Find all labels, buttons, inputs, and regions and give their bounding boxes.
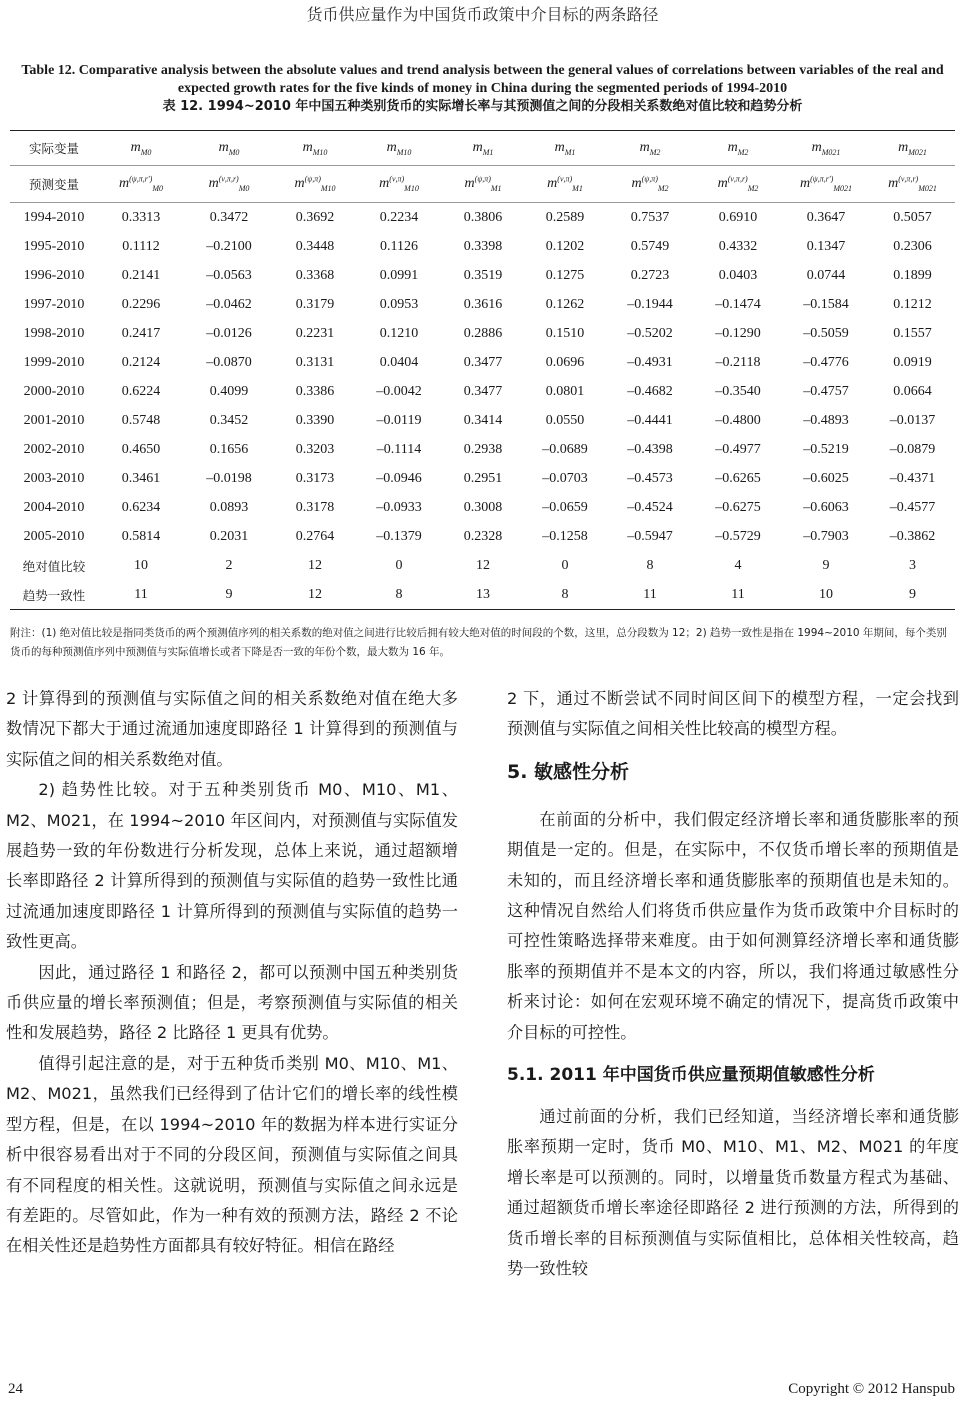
table-cell: 0.2141 [121,267,161,283]
table-cell: –0.0933 [376,499,422,515]
table-cell: 0.3390 [295,412,335,428]
table-cell: 12 [308,557,322,573]
actual-var: $m_{M1}$ [524,131,606,166]
table-cell: –0.4776 [803,354,849,370]
table-cell: –0.4757 [803,383,849,399]
table-cell: 0.3414 [463,412,503,428]
actual-var: $m_{M10}$ [356,131,442,166]
table-cell: 0.2328 [463,528,503,544]
table-cell: 0.2417 [121,325,161,341]
table-cell: 0.1347 [806,238,846,254]
table-row [10,348,955,377]
table-cell: 0.3692 [295,209,335,225]
table-cell: 11 [606,580,694,610]
actual-var: $m_{M1}$ [442,131,524,166]
correlation-table [10,130,955,610]
table-cell: –0.6025 [803,470,849,486]
table-row [10,406,955,435]
predicted-var: $m^{(\psi,\pi)}_{M2}$ [606,166,694,203]
table-cell: 0.4332 [718,238,758,254]
table-cell: –0.0137 [889,412,936,428]
table-cell: 0.1557 [893,325,932,341]
table-cell: 0.0991 [379,267,419,283]
table-cell: 13 [442,580,524,610]
table-cell: 0.1210 [379,325,419,341]
table-cell: 0.0664 [893,383,932,399]
table-cell: –0.0689 [542,441,588,457]
table-row [10,493,955,522]
table-cell: 0.2938 [463,441,503,457]
row-label: 1995-2010 [23,238,85,254]
page-number: 24 [8,1381,23,1397]
predicted-var: $m^{(\nu,\pi,r)}_{M2}$ [694,166,782,203]
predicted-var: $m^{(\nu,\pi)}_{M10}$ [356,166,442,203]
left-column [6,684,458,1262]
table-cell: 9 [822,557,830,573]
table-cell: 0.4099 [209,383,249,399]
table-cell: –0.0870 [206,354,252,370]
row-label: 1999-2010 [23,354,85,370]
table-cell: –0.4441 [627,412,673,428]
table-cell: 9 [184,580,274,610]
row-label: 2000-2010 [23,383,85,399]
table-cell: 0.2764 [295,528,335,544]
table-cell: 0.3477 [463,354,503,370]
table-cell: –0.4573 [627,470,673,486]
table-cell: 8 [524,580,606,610]
row-label: 1997-2010 [23,296,85,312]
table-cell: –0.0042 [376,383,422,399]
row-label-predicted: 预测变量 [10,166,98,203]
table-cell: 0.0403 [718,267,758,283]
table-cell: 0.2031 [209,528,249,544]
table-row [10,319,955,348]
predicted-var: $m^{(\psi,\pi)}_{M1}$ [442,166,524,203]
table-cell: 0.5748 [121,412,161,428]
table-cell: 0.3398 [463,238,503,254]
table-cell: 0.1126 [380,238,418,254]
table-cell: 0.3179 [295,296,335,312]
table-cell: 0.1656 [209,441,249,457]
paragraph: 2) 趋势性比较。对于五种类别货币 M0、M10、M1、M2、M021，在 1994~2010 年区间内，对预测值与实际值发展趋势一致的年份数进行分析发现，总体上来说，通过超额增长率即路径 2 计算所得到的预测值与实际值的趋势一致性比通过流通加速度即路径 1 计算所得到的预测值与实际值的趋势一致性更高。 [6,780,458,952]
table-caption [10,62,955,116]
table-cell: 0.5057 [893,209,932,225]
table-cell: –0.6063 [803,499,849,515]
predicted-var: $m^{(\nu,\pi)}_{M1}$ [524,166,606,203]
table-cell: –0.4398 [627,441,673,457]
table-cell: 12 [274,580,356,610]
table-cell: –0.0879 [889,441,936,457]
table-cell: 0.3472 [209,209,249,225]
table-cell: 0.0550 [545,412,585,428]
paragraph: 值得引起注意的是，对于五种货币类别 M0、M10、M1、M2、M021，虽然我们已经得到了估计它们的增长率的线性模型方程，但是，在以 1994~2010 年的数据为样本进行实证分析中很容易看出对于不同的分段区间，预测值与实际值之间具有不同程度的相关性。这就说明，预测值与实际值之间永远是有差距的。尽管如此，作为一种有效的预测方法，路经 2 不论在相关性还是趋势性方面都具有较好特征。相信在路经 [6,1053,458,1256]
table-cell: 8 [356,580,442,610]
table-row [10,435,955,464]
actual-var: $m_{M0}$ [184,131,274,166]
table-cell: –0.0703 [542,470,588,486]
table-cell: –0.6265 [715,470,761,486]
table-cell: 0.1262 [545,296,585,312]
table-cell: –0.2100 [206,238,252,254]
predicted-var: $m^{(\nu,\pi,r)}_{M021}$ [870,166,955,203]
row-label: 2004-2010 [23,499,85,515]
table-caption-zh: 表 12. 1994~2010 年中国五种类别货币的实际增长率与其预测值之间的分段相关系数绝对值比较和趋势分析 [162,99,803,114]
actual-var: $m_{M10}$ [274,131,356,166]
table-cell: 3 [909,557,916,573]
table-cell: –0.6275 [715,499,761,515]
actual-var: $m_{M0}$ [98,131,184,166]
table-cell: –0.4682 [627,383,673,399]
table-cell: 0.1112 [122,238,160,254]
table-cell: 0.0404 [379,354,419,370]
table-cell: –0.5219 [803,441,849,457]
table-cell: 0.3616 [463,296,503,312]
table-cell: 11 [98,580,184,610]
table-cell: 0.2124 [121,354,161,370]
table-cell: 0.2886 [463,325,503,341]
table-cell: 0.3386 [295,383,335,399]
table-cell: 0.3461 [121,470,161,486]
table-cell: 0.2951 [463,470,503,486]
table-cell: 0.0801 [545,383,585,399]
table-cell: 0.2234 [379,209,419,225]
table-cell: 0.3477 [463,383,503,399]
actual-var: $m_{M2}$ [606,131,694,166]
row-label: 2002-2010 [23,441,85,457]
table-cell: 0.3647 [806,209,846,225]
table-cell: –0.3862 [889,528,936,544]
table-row [10,522,955,551]
table-cell: 11 [694,580,782,610]
table-cell: –0.5947 [627,528,673,544]
actual-var: $m_{M021}$ [870,131,955,166]
table-cell: –0.1114 [376,441,422,457]
table-cell: 0.1202 [545,238,585,254]
table-cell: –0.5059 [803,325,849,341]
table-row [10,580,955,610]
running-head: 货币供应量作为中国货币政策中介目标的两条路径 [306,5,659,24]
table-cell: 0.3519 [463,267,503,283]
row-label: 2003-2010 [23,470,85,486]
table-cell: 0.0744 [806,267,846,283]
table-cell: 0.2306 [893,238,932,254]
table-cell: –0.0659 [542,499,588,515]
paragraph: 2 计算得到的预测值与实际值之间的相关系数绝对值在绝大多数情况下都大于通过流通加速度即路径 1 计算得到的预测值与实际值之间的相关系数绝对值。 [6,689,458,769]
row-label: 趋势一致性 [10,580,98,610]
paragraph: 通过前面的分析，我们已经知道，当经济增长率和通货膨胀率预期一定时，货币 M0、M10、M1、M2、M021 的年度增长率是可以预测的。同时，以增量货币数量方程式为基础、通过超额货币增长率途径即路径 2 进行预测的方法，所得到的货币增长率的目标预测值与实际值相比，总体相关性较高，趋势一致性较 [507,1107,959,1279]
row-label: 2001-2010 [23,412,85,428]
table-cell: 0.3203 [295,441,335,457]
table-note: 附注：(1) 绝对值比较是指同类货币的两个预测值序列的相关系数的绝对值之间进行比较后拥有较大绝对值的时间段的个数，这里，总分段数为 12；2) 趋势一致性是指在 1994~2010 年期间，每个类别货币的每种预测值序列中预测值与实际值增长或者下降是否一致的年份个数，最大数为 16 年。 [10,627,947,658]
table-cell: 0.3178 [295,499,335,515]
actual-var: $m_{M021}$ [782,131,870,166]
table-cell: –0.0126 [206,325,252,341]
table-row [10,377,955,406]
row-label: 1996-2010 [23,267,85,283]
table-cell: –0.4893 [803,412,849,428]
table-cell: –0.4977 [715,441,761,457]
table-cell: –0.1379 [376,528,422,544]
table-cell: –0.1474 [715,296,761,312]
table-row [10,232,955,261]
row-label: 绝对值比较 [22,558,86,574]
table-cell: 0.4650 [121,441,161,457]
table-cell: –0.1258 [542,528,588,544]
table-cell: –0.2118 [715,354,761,370]
table-cell: –0.4371 [889,470,936,486]
row-label-actual: 实际变量 [10,131,98,166]
table-cell: 0.1275 [545,267,585,283]
table-row [10,551,955,580]
table-cell: 12 [476,557,490,573]
table-cell: 0.2589 [545,209,585,225]
table-cell: –0.0946 [376,470,422,486]
table-body [10,203,955,610]
table-cell: 9 [870,580,955,610]
table-cell: 0.3008 [463,499,503,515]
table-cell: 0.1510 [545,325,585,341]
table-cell: 0.2723 [630,267,670,283]
table-cell: –0.0462 [206,296,252,312]
table-cell: 0.3452 [209,412,249,428]
table-cell: –0.0119 [376,412,422,428]
table-cell: 0.0919 [893,354,932,370]
table-cell: –0.5729 [715,528,761,544]
section-heading: 5. 敏感性分析 [507,760,630,783]
table-cell: –0.1944 [627,296,673,312]
row-label: 1994-2010 [23,209,85,225]
table-cell: 0.5749 [630,238,670,254]
table-cell: 0.0953 [379,296,419,312]
table-cell: 10 [134,557,148,573]
table-cell: 0.7537 [630,209,670,225]
table-row [10,203,955,233]
table-cell: 0.2296 [121,296,161,312]
table-cell: 0.3131 [295,354,335,370]
table-cell: 0.2231 [295,325,335,341]
predicted-var: $m^{(\psi,\pi,r')}_{M021}$ [782,166,870,203]
table-cell: –0.3540 [715,383,761,399]
row-label: 1998-2010 [23,325,85,341]
table-cell: –0.1584 [803,296,849,312]
right-column [507,684,959,1285]
table-row [10,261,955,290]
table-cell: –0.0563 [206,267,252,283]
table-cell: –0.5202 [627,325,673,341]
table-cell: 4 [734,557,742,573]
table-row [10,464,955,493]
table-cell: 0.6910 [718,209,758,225]
table-cell: –0.4931 [627,354,673,370]
table-cell: 0.3806 [463,209,503,225]
predicted-var: $m^{(\psi,\pi)}_{M10}$ [274,166,356,203]
table-cell: –0.7903 [803,528,849,544]
table-cell: 0.6234 [121,499,161,515]
actual-var: $m_{M2}$ [694,131,782,166]
table-cell: 0.0696 [545,354,585,370]
table-cell: –0.1290 [715,325,761,341]
predicted-var: $m^{(\psi,\pi,r')}_{M0}$ [98,166,184,203]
table-cell: 2 [225,557,233,573]
table-caption-en: Table 12. Comparative analysis between the absolute values and trend analysis between the general values of correlations between variables of the real and expected growth rates for the five kinds of money in China during the segmented periods of 1994-2010 [21,63,944,96]
table-cell: 0.5814 [121,528,161,544]
table-cell: –0.0198 [206,470,252,486]
table-cell: 10 [782,580,870,610]
table-cell: 0.0893 [209,499,249,515]
paragraph: 因此，通过路径 1 和路径 2，都可以预测中国五种类别货币供应量的增长率预测值；但是，考察预测值与实际值的相关性和发展趋势，路径 2 比路径 1 更具有优势。 [6,962,458,1043]
header-row-predicted [10,166,955,203]
table-cell: 0.1899 [893,267,932,283]
table-cell: 0 [561,557,569,573]
predicted-var: $m^{(\nu,\pi,r)}_{M0}$ [184,166,274,203]
paragraph: 2 下，通过不断尝试不同时间区间下的模型方程，一定会找到预测值与实际值之间相关性比较高的模型方程。 [507,689,959,739]
table-cell: –0.4577 [889,499,936,515]
table-cell: 0.3448 [295,238,335,254]
table-cell: –0.4800 [715,412,761,428]
table-cell: –0.4524 [627,499,673,515]
table-cell: 0.6224 [121,383,161,399]
table-cell: 0 [395,557,403,573]
paragraph: 在前面的分析中，我们假定经济增长率和通货膨胀率的预期值是一定的。但是，在实际中，不仅货币增长率的预期值是未知的，而且经济增长率和通货膨胀率的预期值也是未知的。这种情况自然给人们将货币供应量作为货币政策中介目标时的可控性策略选择带来难度。由于如何测算经济增长率和通货膨胀率的预期值并不是本文的内容，所以，我们将通过敏感性分析来讨论：如何在宏观环境不确定的情况下，提高货币政策中介目标的可控性。 [507,809,959,1042]
table-cell: 0.1212 [893,296,932,312]
table-cell: 0.3173 [295,470,335,486]
table-cell: 0.3368 [295,267,335,283]
header-row-actual [10,131,955,166]
row-label: 2005-2010 [23,528,85,544]
subsection-heading: 5.1. 2011 年中国货币供应量预期值敏感性分析 [507,1065,875,1086]
table-cell: 8 [646,557,654,573]
copyright: Copyright © 2012 Hanspub [788,1381,955,1397]
table-cell: 0.3313 [121,209,161,225]
table-row [10,290,955,319]
